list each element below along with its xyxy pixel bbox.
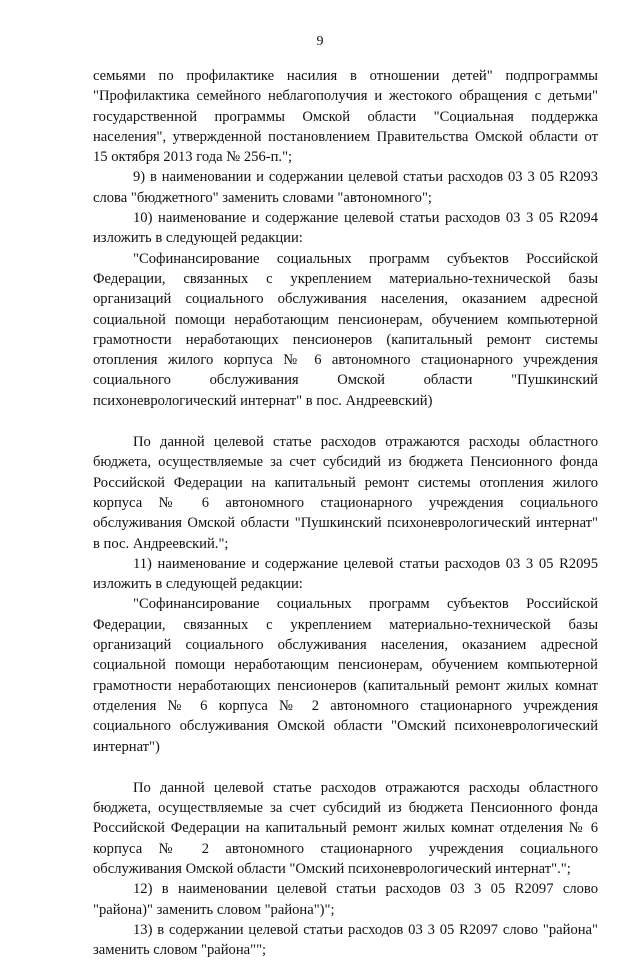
page-number: 9	[316, 34, 324, 49]
paragraph-continuation: семьями по профилактике насилия в отношении детей" подпрограммы "Профилактика семейного неблагополучия и жестокого обращения с детьми" государственной программы Омской области "Социальная поддержка населения", утвержденной постановлением Правительства Омской области от 15 октября 2013 года № 256-п.";	[93, 68, 598, 166]
paragraph-item-13: 13) в содержании целевой статьи расходов 03 3 05 R2097 слово "района" заменить словом "района"";	[93, 921, 598, 959]
paragraph-description-r2095: По данной целевой статье расходов отражаются расходы областного бюджета, осуществляемые за счет субсидий из бюджета Пенсионного фонда Российской Федерации на капитальный ремонт жилых комнат отделения № 6 корпуса № 2 автономного стационарного учреждения социального обслуживания Омской области "Омский психоневрологический интернат".";	[93, 779, 598, 877]
spacer	[93, 411, 598, 432]
paragraph-item-12: 12) в наименовании целевой статьи расходов 03 3 05 R2097 слово "района)" заменить словом "района")";	[93, 881, 598, 918]
paragraph-description-r2094: По данной целевой статье расходов отражаются расходы областного бюджета, осуществляемые за счет субсидий из бюджета Пенсионного фонда Российской Федерации на капитальный ремонт системы отопления жилого корпуса № 6 автономного стационарного учреждения социального обслуживания Омской области "Пушкинский психоневрологический интернат" в пос. Андреевский.";	[93, 434, 598, 552]
document-body	[93, 66, 598, 960]
paragraph-item-10: 10) наименование и содержание целевой статьи расходов 03 3 05 R2094 изложить в следующей редакции:	[93, 210, 598, 247]
paragraph-quote-r2094: "Софинансирование социальных программ субъектов Российской Федерации, связанных с укреплением материально-технической базы организаций социального обслуживания населения, оказанием адресной социальной помощи неработающим пенсионерам, обучением компьютерной грамотности неработающих пенсионеров (капитальный ремонт системы отопления жилого корпуса № 6 автономного стационарного учреждения социального обслуживания Омской области "Пушкинский психоневрологический интернат" в пос. Андреевский)	[93, 250, 598, 409]
spacer	[93, 757, 598, 778]
paragraph-item-9: 9) в наименовании и содержании целевой статьи расходов 03 3 05 R2093 слова "бюджетного" заменить словами "автономного";	[93, 169, 598, 206]
paragraph-quote-r2095: "Софинансирование социальных программ субъектов Российской Федерации, связанных с укреплением материально-технической базы организаций социального обслуживания населения, оказанием адресной социальной помощи неработающим пенсионерам, обучением компьютерной грамотности неработающих пенсионеров (капитальный ремонт жилых комнат отделения № 6 корпуса № 2 автономного стационарного учреждения социального обслуживания Омской области "Омский психоневрологический интернат")	[93, 596, 598, 755]
paragraph-item-11: 11) наименование и содержание целевой статьи расходов 03 3 05 R2095 изложить в следующей редакции:	[93, 555, 598, 593]
